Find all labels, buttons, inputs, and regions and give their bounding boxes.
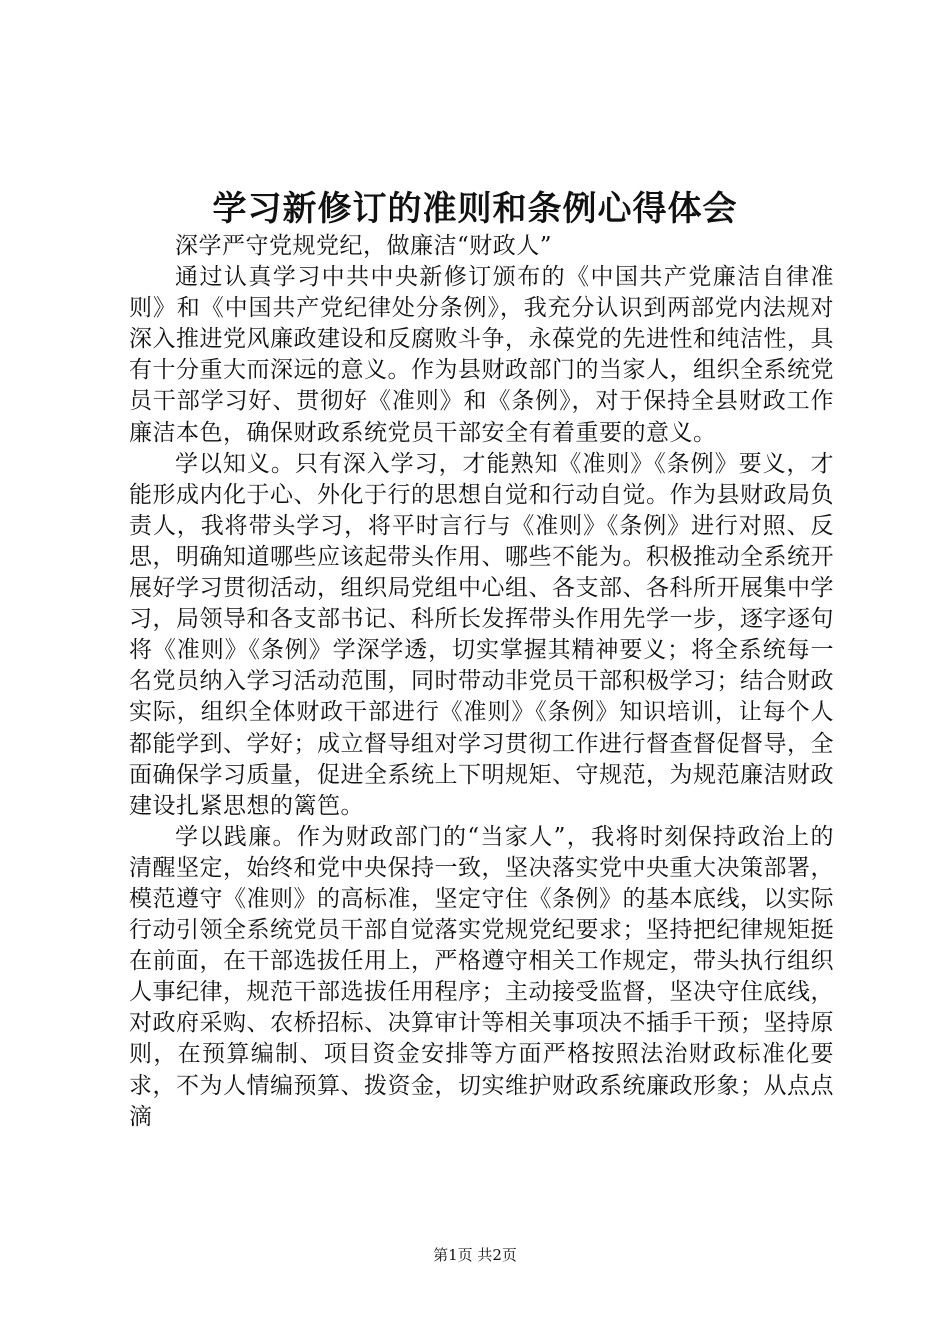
page-number: 第1页 共2页 (433, 1246, 517, 1264)
document-body (129, 231, 834, 1133)
subtitle-paragraph: 深学严守党规党纪，做廉洁“财政人” (175, 233, 553, 259)
document-title: 学习新修订的准则和条例心得体会 (212, 189, 738, 229)
body-paragraph: 学以践廉。作为财政部门的“当家人”，我将时刻保持政治上的清醒坚定，始终和党中央保持一致，坚决落实党中央重大决策部署，模范遵守《准则》的高标准，坚定守住《条例》的基本底线，以实际行动引领全系统党员干部自觉落实党规党纪要求；坚持把纪律规矩挺在前面，在干部选拔任用上，严格遵守相关工作规定，带头执行组织人事纪律，规范干部选拔任用程序；主动接受监督，坚决守住底线，对政府采购、农桥招标、决算审计等相关事项决不插手干预；坚持原则，在预算编制、项目资金安排等方面严格按照法治财政标准化要求，不为人情编预算、拨资金，切实维护财政系统廉政形象；从点点滴 (129, 823, 834, 1130)
body-paragraph: 通过认真学习中共中央新修订颁布的《中国共产党廉洁自律准则》和《中国共产党纪律处分条例》，我充分认识到两部党内法规对深入推进党风廉政建设和反腐败斗争，永葆党的先进性和纯洁性，具有十分重大而深远的意义。作为县财政部门的当家人，组织全系统党员干部学习好、贯彻好《准则》和《条例》，对于保持全县财政工作廉洁本色，确保财政系统党员干部安全有着重要的意义。 (129, 264, 834, 446)
body-paragraph: 学以知义。只有深入学习，才能熟知《准则》《条例》要义，才能形成内化于心、外化于行的思想自觉和行动自觉。作为县财政局负责人，我将带头学习，将平时言行与《准则》《条例》进行对照、反思，明确知道哪些应该起带头作用、哪些不能为。积极推动全系统开展好学习贯彻活动，组织局党组中心组、各支部、各科所开展集中学习，局领导和各支部书记、科所长发挥带头作用先学一步，逐字逐句将《准则》《条例》学深学透，切实掌握其精神要义；将全系统每一名党员纳入学习活动范围，同时带动非党员干部积极学习；结合财政实际，组织全体财政干部进行《准则》《条例》知识培训，让每个人都能学到、学好；成立督导组对学习贯彻工作进行督查督促督导，全面确保学习质量，促进全系统上下明规矩、守规范，为规范廉洁财政建设扎紧思想的篱笆。 (129, 450, 834, 819)
page-footer (0, 1244, 950, 1266)
